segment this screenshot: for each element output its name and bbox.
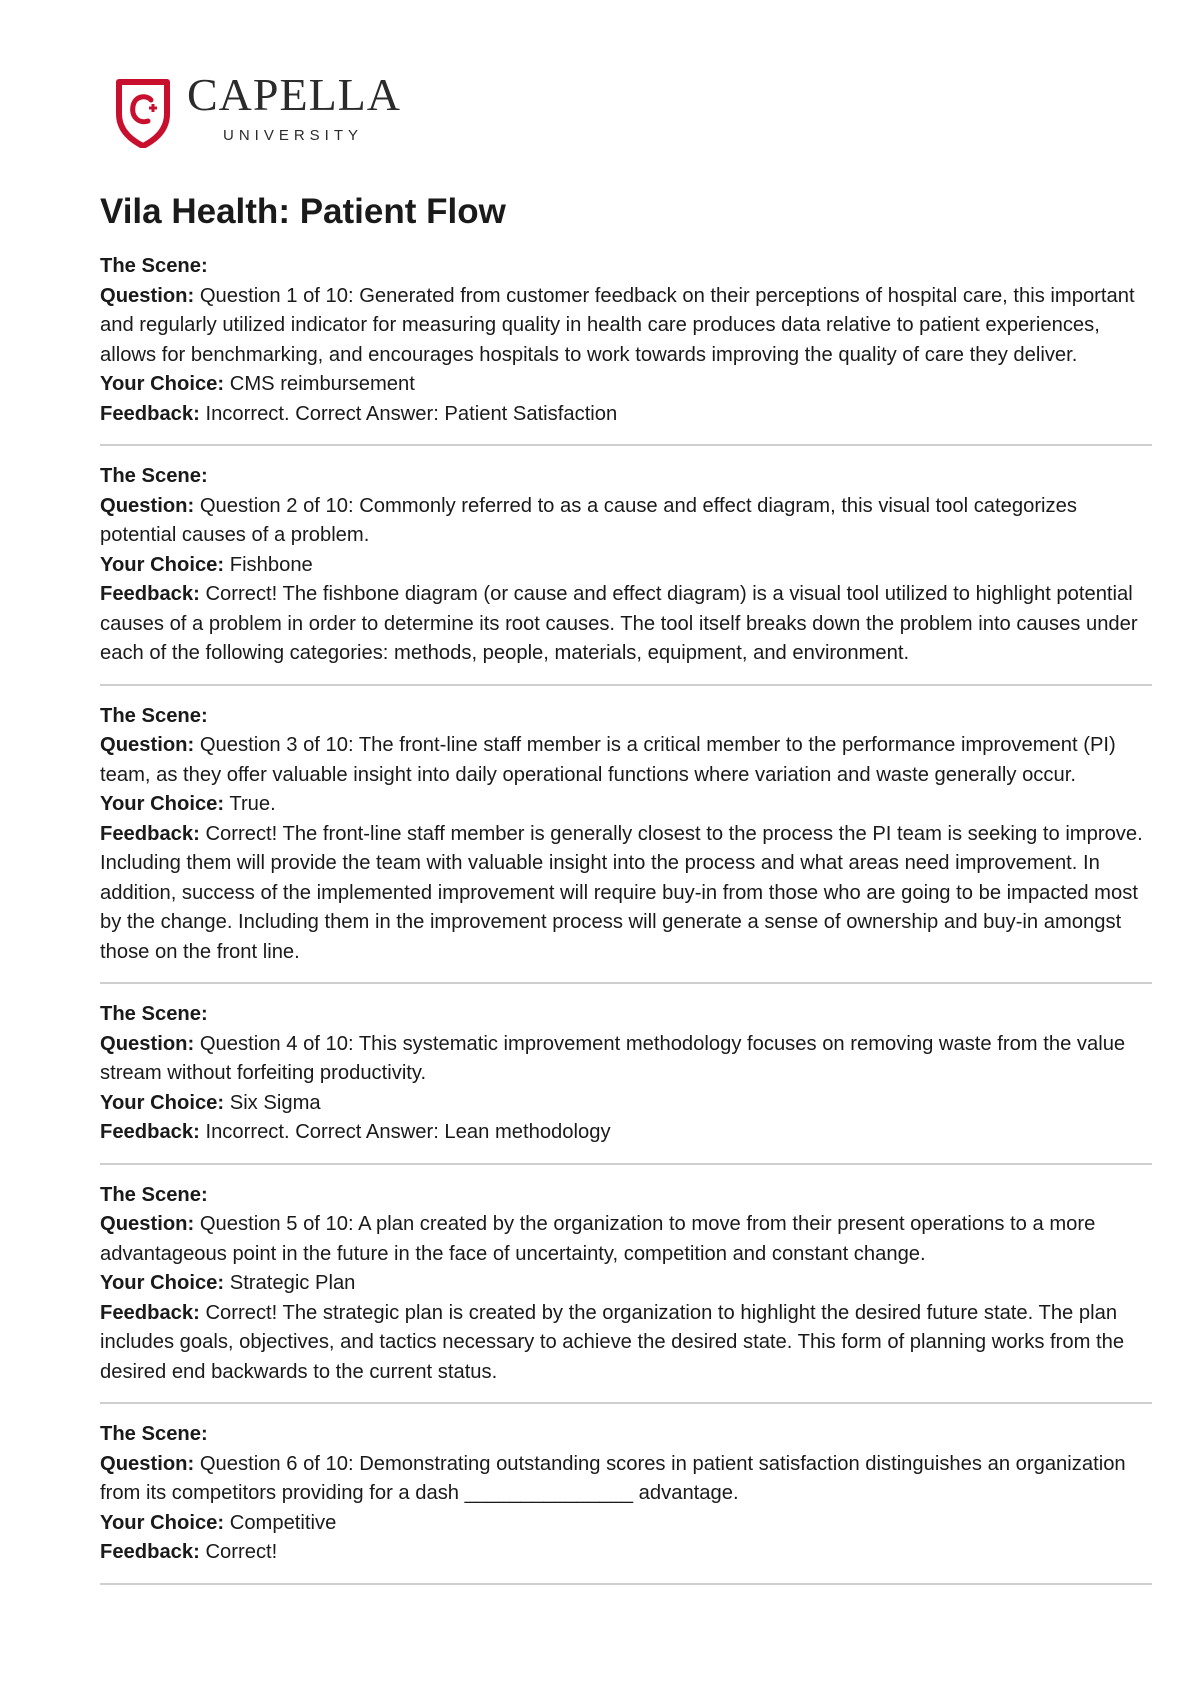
question-label: Question:	[100, 1032, 195, 1055]
logo-subtitle: UNIVERSITY	[223, 127, 364, 144]
question-label: Question:	[100, 734, 195, 756]
question-label: Question:	[100, 1213, 195, 1235]
divider	[100, 444, 1152, 446]
feedback-text: Correct! The strategic plan is created by the organization to highlight the desired future state. The plan includes goals, objectives, and tactics necessary to achieve the desired state. This form of planning works from the desired end backwards to the current status.	[100, 1301, 1125, 1383]
question-block	[100, 1181, 1152, 1388]
question-list	[100, 252, 1152, 1601]
question-block	[100, 1420, 1152, 1568]
divider	[100, 684, 1152, 686]
scene-label: The Scene:	[100, 1183, 208, 1206]
choice-text: True.	[229, 793, 276, 815]
question-text: Question 5 of 10: A plan created by the organization to move from their present operations to a more advantageous point in the future in the face of uncertainty, competition and constant change.	[100, 1213, 1096, 1265]
question-block	[100, 1000, 1152, 1148]
feedback-label: Feedback:	[100, 1541, 200, 1563]
feedback-label: Feedback:	[100, 822, 200, 845]
divider	[100, 1583, 1152, 1585]
question-block	[100, 702, 1152, 968]
scene-label: The Scene:	[100, 465, 208, 487]
feedback-text: Correct! The fishbone diagram (or cause and effect diagram) is a visual tool utilized to highlight potential causes of a problem in order to determine its root causes. The tool itself breaks down the problem into causes under each of the following categories: methods, people, materials, equipment, and environment.	[100, 583, 1138, 664]
choice-label: Your Choice:	[100, 793, 225, 815]
question-text: Question 4 of 10: This systematic improvement methodology focuses on removing waste from the value stream without forfeiting productivity.	[100, 1032, 1126, 1084]
choice-text: Fishbone	[229, 553, 313, 576]
feedback-text: Incorrect. Correct Answer: Lean methodology	[205, 1121, 611, 1143]
feedback-text: Incorrect. Correct Answer: Patient Satisfaction	[205, 402, 618, 425]
choice-text: Six Sigma	[229, 1091, 321, 1114]
divider	[100, 1402, 1152, 1404]
question-block	[100, 252, 1152, 429]
choice-label: Your Choice:	[100, 373, 225, 395]
choice-text: CMS reimbursement	[229, 373, 415, 395]
question-label: Question:	[100, 284, 195, 307]
choice-text: Strategic Plan	[229, 1272, 356, 1294]
question-text: Question 6 of 10: Demonstrating outstanding scores in patient satisfaction distinguishes an organization from its competitors providing for a dash _______________ advantage.	[100, 1452, 1126, 1504]
shield-icon	[115, 78, 171, 148]
feedback-label: Feedback:	[100, 402, 200, 425]
choice-label: Your Choice:	[100, 1511, 225, 1534]
divider	[100, 982, 1152, 984]
logo-wordmark: CAPELLA	[187, 69, 401, 120]
choice-label: Your Choice:	[100, 553, 225, 576]
question-text: Question 3 of 10: The front-line staff member is a critical member to the performance improvement (PI) team, as they offer valuable insight into daily operational functions where variation and waste generally occur.	[100, 734, 1116, 786]
question-text: Question 1 of 10: Generated from customer feedback on their perceptions of hospital care, this important and regularly utilized indicator for measuring quality in health care produces data relative to patient experiences, allows for benchmarking, and encourages hospitals to work towards improving the quality of care they deliver.	[100, 284, 1135, 366]
page-title: Vila Health: Patient Flow	[100, 192, 506, 231]
question-block	[100, 462, 1152, 669]
choice-label: Your Choice:	[100, 1272, 225, 1294]
capella-logo	[115, 69, 435, 150]
question-text: Question 2 of 10: Commonly referred to as a cause and effect diagram, this visual tool categorizes potential causes of a problem.	[100, 494, 1077, 546]
divider	[100, 1163, 1152, 1165]
choice-text: Competitive	[229, 1511, 337, 1534]
scene-label: The Scene:	[100, 1003, 208, 1025]
feedback-label: Feedback:	[100, 583, 200, 605]
choice-label: Your Choice:	[100, 1091, 225, 1114]
feedback-label: Feedback:	[100, 1301, 200, 1324]
feedback-text: Correct! The front-line staff member is generally closest to the process the PI team is seeking to improve. Including them will provide the team with valuable insight into the process and what areas need improvement. In addition, success of the implemented improvement will require buy-in from those who are going to be impacted most by the change. Including them in the improvement process will generate a sense of ownership and buy-in amongst those on the front line.	[100, 822, 1143, 963]
question-label: Question:	[100, 494, 195, 517]
scene-label: The Scene:	[100, 255, 208, 277]
feedback-label: Feedback:	[100, 1121, 200, 1143]
feedback-text: Correct!	[205, 1541, 278, 1563]
question-label: Question:	[100, 1452, 195, 1475]
scene-label: The Scene:	[100, 1423, 208, 1445]
scene-label: The Scene:	[100, 704, 208, 727]
